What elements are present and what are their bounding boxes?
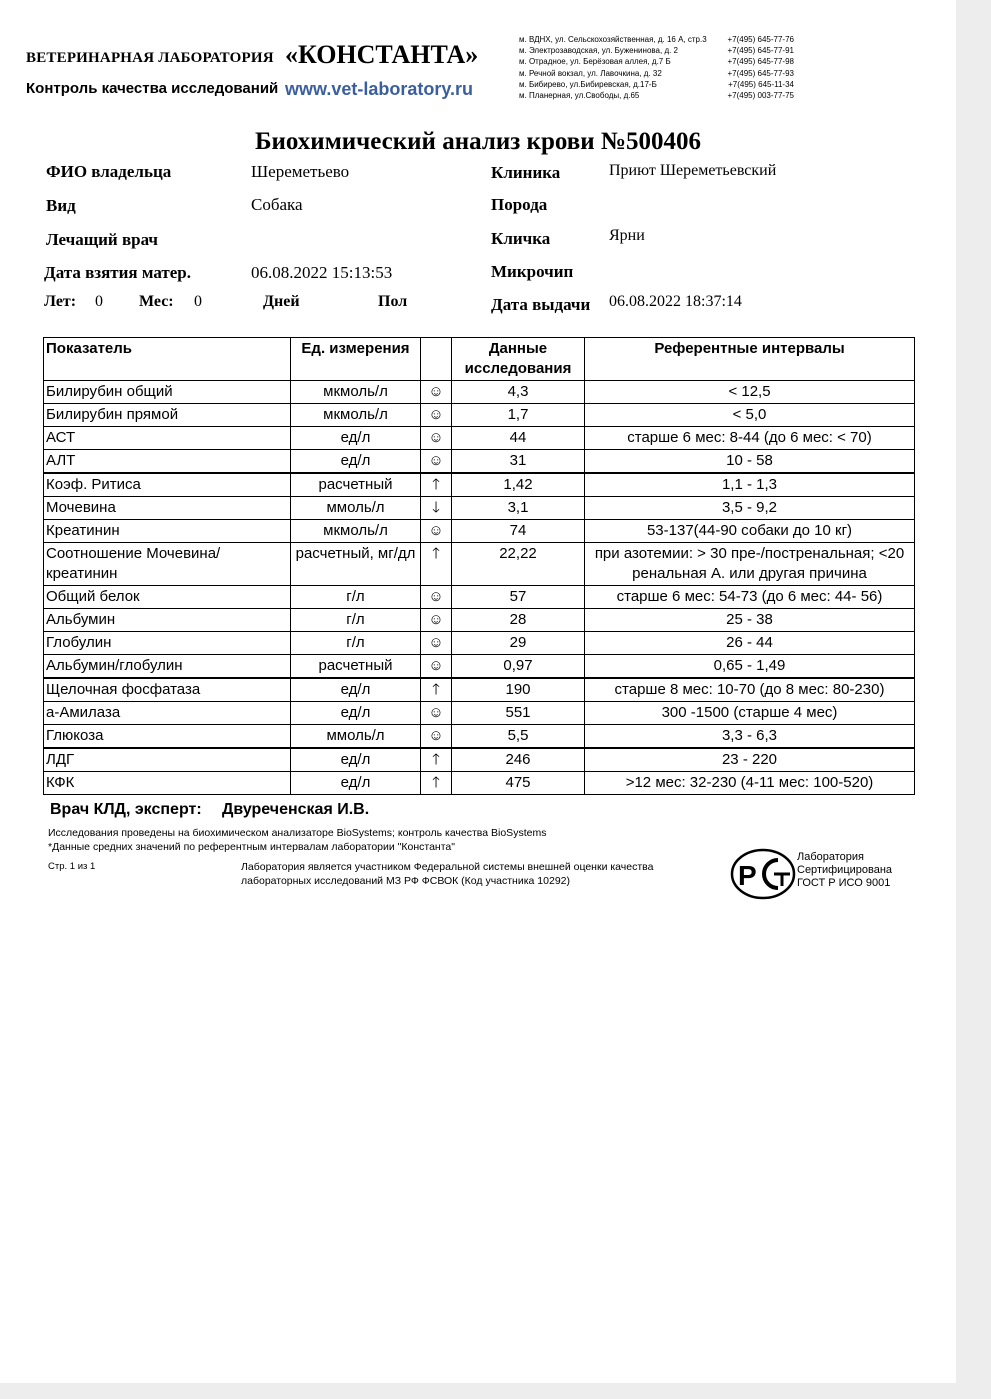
- results-table: [43, 337, 915, 795]
- years-label: Лет:: [44, 293, 77, 310]
- lab-subtitle: Контроль качества исследований: [26, 80, 279, 97]
- row-flag-icon: ☺: [421, 609, 452, 632]
- clinic-value: Приют Шереметьевский: [609, 162, 777, 179]
- row-flag-icon: ☺: [421, 702, 452, 725]
- gost-certification-logo: [730, 848, 796, 900]
- row-unit: расчетный: [291, 655, 421, 679]
- table-row: [44, 473, 915, 497]
- owner-value: Шереметьево: [251, 162, 350, 181]
- row-param: ЛДГ: [44, 748, 291, 772]
- header-unit: Ед. измерения: [291, 338, 421, 381]
- owner-label: ФИО владельца: [46, 162, 172, 181]
- header-ref: Референтные интервалы: [585, 338, 915, 381]
- row-value: 190: [452, 678, 585, 702]
- row-flag-icon: ☺: [421, 655, 452, 679]
- row-param: АЛТ: [44, 450, 291, 474]
- row-unit: расчетный: [291, 473, 421, 497]
- address-text: м. Планерная, ул.Свободы, д.65: [519, 91, 640, 101]
- row-value: 551: [452, 702, 585, 725]
- row-flag-icon: ☺: [421, 520, 452, 543]
- address-phone: +7(495) 645-77-91: [727, 46, 794, 56]
- row-param: Соотношение Мочевина/креатинин: [44, 543, 291, 586]
- row-param: Щелочная фосфатаза: [44, 678, 291, 702]
- address-row: [519, 79, 794, 90]
- row-unit: мкмоль/л: [291, 404, 421, 427]
- address-list: [519, 34, 794, 101]
- row-flag-icon: ☺: [421, 404, 452, 427]
- address-phone: +7(495) 645-11-34: [728, 79, 794, 89]
- row-unit: расчетный, мг/дл: [291, 543, 421, 586]
- page-number: Стр. 1 из 1: [48, 861, 96, 872]
- expert-label: Врач КЛД, эксперт:: [50, 801, 202, 818]
- address-text: м. Бибирево, ул.Бибиревская, д.17-Б: [519, 79, 657, 89]
- row-flag-icon: ☺: [421, 586, 452, 609]
- address-row: [519, 56, 794, 67]
- address-phone: +7(495) 645-77-76: [727, 35, 794, 44]
- row-flag-icon: 🡑: [421, 748, 452, 772]
- table-row: [44, 497, 915, 520]
- row-unit: мкмоль/л: [291, 381, 421, 404]
- reference-note: *Данные средних значений по референтным интервалам лаборатории "Константа": [48, 841, 455, 853]
- row-flag-icon: ☺: [421, 450, 452, 474]
- table-row: [44, 772, 915, 795]
- row-flag-icon: 🡑: [421, 772, 452, 795]
- years-value: 0: [95, 293, 103, 310]
- cert-line-2: Сертифицирована: [797, 864, 893, 876]
- address-text: м. Речной вокзал, ул. Лавочкина, д. 32: [519, 68, 662, 78]
- row-unit: г/л: [291, 586, 421, 609]
- row-value: 3,1: [452, 497, 585, 520]
- table-row: [44, 725, 915, 749]
- row-value: 4,3: [452, 381, 585, 404]
- row-unit: ед/л: [291, 678, 421, 702]
- row-value: 57: [452, 586, 585, 609]
- row-reference: 10 - 58: [585, 450, 915, 474]
- address-row: [519, 90, 794, 101]
- header-param: Показатель: [44, 338, 291, 381]
- certification-text: [797, 851, 892, 890]
- lab-name: ВЕТЕРИНАРНАЯ ЛАБОРАТОРИЯ: [26, 50, 274, 66]
- species-value: Собака: [251, 195, 303, 214]
- row-reference: 1,1 - 1,3: [585, 473, 915, 497]
- row-value: 29: [452, 632, 585, 655]
- row-unit: г/л: [291, 632, 421, 655]
- row-reference: 3,5 - 9,2: [585, 497, 915, 520]
- row-param: Билирубин прямой: [44, 404, 291, 427]
- doctor-label: Лечащий врач: [46, 230, 158, 249]
- row-param: КФК: [44, 772, 291, 795]
- row-unit: мкмоль/л: [291, 520, 421, 543]
- breed-label: Порода: [491, 195, 548, 214]
- table-row: [44, 609, 915, 632]
- row-unit: ед/л: [291, 772, 421, 795]
- table-header-row: [44, 338, 915, 381]
- row-param: Коэф. Ритиса: [44, 473, 291, 497]
- row-flag-icon: 🡑: [421, 678, 452, 702]
- address-text: м. ВДНХ, ул. Сельскохозяйственная, д. 16 А, стр.3: [519, 35, 707, 44]
- row-reference: 3,3 - 6,3: [585, 725, 915, 749]
- header-flag: [421, 338, 452, 381]
- analyzer-note: Исследования проведены на биохимическом анализаторе BioSystems; контроль качества BioSystems: [48, 827, 547, 839]
- row-param: Билирубин общий: [44, 381, 291, 404]
- row-flag-icon: ☺: [421, 427, 452, 450]
- row-value: 44: [452, 427, 585, 450]
- row-reference: при азотемии: > 30 пре-/постренальная; <20 ренальная А. или другая причина: [585, 543, 915, 586]
- table-row: [44, 427, 915, 450]
- row-unit: ед/л: [291, 427, 421, 450]
- sample-date-label: Дата взятия матер.: [44, 263, 191, 282]
- row-value: 5,5: [452, 725, 585, 749]
- sex-label: Пол: [378, 293, 408, 310]
- table-row: [44, 520, 915, 543]
- row-reference: 26 - 44: [585, 632, 915, 655]
- address-phone: +7(495) 645-77-93: [727, 68, 794, 78]
- row-flag-icon: ☺: [421, 632, 452, 655]
- row-reference: >12 мес: 32-230 (4-11 мес: 100-520): [585, 772, 915, 795]
- row-param: АСТ: [44, 427, 291, 450]
- chip-label: Микрочип: [491, 262, 574, 281]
- row-reference: старше 8 мес: 10-70 (до 8 мес: 80-230): [585, 678, 915, 702]
- row-param: Креатинин: [44, 520, 291, 543]
- address-text: м. Электрозаводская, ул. Буженинова, д. 2: [519, 46, 679, 56]
- address-phone: +7(495) 003-77-75: [727, 91, 794, 101]
- row-value: 246: [452, 748, 585, 772]
- row-reference: 300 -1500 (старше 4 мес): [585, 702, 915, 725]
- months-value: 0: [194, 293, 202, 310]
- table-row: [44, 450, 915, 474]
- table-row: [44, 586, 915, 609]
- address-row: [519, 45, 794, 56]
- table-row: [44, 404, 915, 427]
- nickname-value: Ярни: [609, 227, 645, 244]
- address-row: [519, 68, 794, 79]
- cert-line-3: ГОСТ Р ИСО 9001: [797, 877, 891, 889]
- row-unit: г/л: [291, 609, 421, 632]
- table-row: [44, 748, 915, 772]
- page-title: Биохимический анализ крови №500406: [254, 128, 702, 155]
- row-reference: старше 6 мес: 8-44 (до 6 мес: < 70): [585, 427, 915, 450]
- row-value: 1,7: [452, 404, 585, 427]
- row-reference: 53-137(44-90 собаки до 10 кг): [585, 520, 915, 543]
- row-param: а-Амилаза: [44, 702, 291, 725]
- table-row: [44, 702, 915, 725]
- row-flag-icon: 🡑: [421, 543, 452, 586]
- row-param: Мочевина: [44, 497, 291, 520]
- clinic-label: Клиника: [491, 163, 561, 182]
- row-param: Общий белок: [44, 586, 291, 609]
- row-unit: ед/л: [291, 450, 421, 474]
- table-row: [44, 632, 915, 655]
- expert-name: Двуреченская И.В.: [222, 801, 370, 818]
- row-flag-icon: 🡑: [421, 473, 452, 497]
- address-text: м. Отрадное, ул. Берёзовая аллея, д.7 Б: [519, 57, 671, 67]
- row-value: 475: [452, 772, 585, 795]
- row-reference: < 12,5: [585, 381, 915, 404]
- row-param: Альбумин: [44, 609, 291, 632]
- species-label: Вид: [46, 196, 76, 215]
- issue-date-label: Дата выдачи: [491, 295, 591, 314]
- row-value: 0,97: [452, 655, 585, 679]
- row-flag-icon: 🡓: [421, 497, 452, 520]
- table-row: [44, 543, 915, 586]
- table-row: [44, 655, 915, 679]
- row-reference: 23 - 220: [585, 748, 915, 772]
- row-reference: 25 - 38: [585, 609, 915, 632]
- header-value: Данные исследования: [452, 338, 585, 381]
- row-unit: ед/л: [291, 702, 421, 725]
- row-unit: ед/л: [291, 748, 421, 772]
- address-phone: +7(495) 645-77-98: [727, 57, 794, 67]
- row-value: 28: [452, 609, 585, 632]
- lab-brand: «КОНСТАНТА»: [285, 40, 479, 69]
- row-param: Глобулин: [44, 632, 291, 655]
- row-flag-icon: ☺: [421, 725, 452, 749]
- table-row: [44, 381, 915, 404]
- cert-line-1: Лаборатория: [797, 851, 864, 863]
- row-value: 22,22: [452, 543, 585, 586]
- row-reference: старше 6 мес: 54-73 (до 6 мес: 44- 56): [585, 586, 915, 609]
- issue-date-value: 06.08.2022 18:37:14: [609, 293, 742, 310]
- lab-website-link[interactable]: www.vet-laboratory.ru: [285, 79, 474, 99]
- row-value: 31: [452, 450, 585, 474]
- days-label: Дней: [263, 293, 300, 310]
- fsvok-note: Лаборатория является участником Федеральной системы внешней оценки качества лабораторных исследований МЗ РФ ФСВОК (Код участника 10292): [241, 861, 654, 887]
- months-label: Мес:: [139, 293, 174, 310]
- address-row: [519, 34, 794, 45]
- row-reference: < 5,0: [585, 404, 915, 427]
- row-unit: ммоль/л: [291, 725, 421, 749]
- svg-text:Р: Р: [738, 860, 757, 891]
- nickname-label: Кличка: [491, 229, 551, 248]
- row-value: 1,42: [452, 473, 585, 497]
- row-param: Альбумин/глобулин: [44, 655, 291, 679]
- row-unit: ммоль/л: [291, 497, 421, 520]
- table-row: [44, 678, 915, 702]
- row-param: Глюкоза: [44, 725, 291, 749]
- row-value: 74: [452, 520, 585, 543]
- row-reference: 0,65 - 1,49: [585, 655, 915, 679]
- sample-date-value: 06.08.2022 15:13:53: [251, 263, 393, 282]
- row-flag-icon: ☺: [421, 381, 452, 404]
